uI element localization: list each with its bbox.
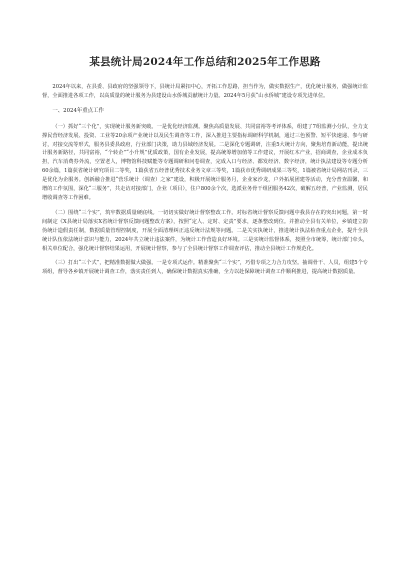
section-heading: 一、2024年重点工作	[52, 107, 104, 114]
body-paragraph-2: （二）围绕“三个实”，筑牢数据质量硬底线。一切切实做好统计督察整改工作。对标省统计督察反馈问题中我县存在的突出问题，第一时间制定《X县统计局落实X省统计督察反馈问题整改方案》，按照“定人、定时、定责”要求，逐条整改到位。并推动全县有关单位，乡镇建立防伪统计造假责任制，数据质量管理控制度，开展全面清理纠正违反统计法规等问题。二是关实执统计，推进统计执法检查重点企业，提升全县统计队伍依法统计意识与能力，2024年共立统计违法案件，为统计工作营造良好环境。三是实统计监督体系，按照全市统筹，统计部门牵头，相关单位配合，强化统计督察结果运用，开展统计督察，参与了全县统计督察工作调查评估，推动全县统计工作规范化。	[42, 209, 368, 252]
document-title: 某县统计局2024年工作总结和2025年工作思路	[89, 56, 321, 68]
intro-paragraph: 2024年以来，在县委、县政府的坚强领导下，县统计局紧扣中心，开拓工作思路，担当作为，做实数据生产，优化统计服务，做强统计监督，全面推进各项工作，以高质量的统计服务为县建设山水侨城贡献统计力量。2024年5月获“山水侨城”建设专项先进单位。	[42, 84, 368, 99]
body-paragraph-3: （三）打出“三个式”，把精准数据做大做强。一是专项式运作。精准聚焦“三个实”，巧借专项之力合力攻坚。抽调骨干、人员，组建5个专项组，督导各乡镇开展统计调查工作，落实责任到人，确保统计数据真实准确，全力以赴保障统计调查工作顺利推进，提高统计数据质量。	[42, 260, 368, 276]
body-paragraph-1: （一）抓好“三个化”，实现统计服务新突破。一是优化经济监测。聚焦高质量发展、共同富裕等考评体系，组建了7组监测小分队，全力支撑民营经济发展、投资、工业等20余项产业统计以及民生调查等工作，深入推进主要指标调研科学机制，通过三色预警、短平快速递、参与研讨，对接交流等形式，服务县委县政府，行业部门决策，助力县域经济发展。二是深化专题调研，注重5大统计方向，聚焦培育新动能，提出统计服务新路径，共同富裕，“个转企”“小升规”优质政策，国有企业发展，提高统筹增加值等工作建议，开展红木产业，招商调查，企业成本负担，汽车消费券外流，空置老人，博物馆科技赋能等专题调研和问卷调查，完成入口与经济、都发经济、数字经济，统计执法建设等专题分析60余篇，1篇获省统计研究项目二等奖，1篇获省五经普优秀技术业务文章三等奖，1篇获市优秀调研成果三等奖，1篇被省统计局网站刊录，三是优化为企服务。创新融合推进“营乐统计（调查）之家”建设，积极开展统计服务月，企业家沙龙，户外拓展团建等活动，充分普查温馨，和增的工作氛围，深化“三服务”，共走访对接部门，企业（项目），住户800余个次，选派业务骨干组团服务42次，破解五经普，产业监测，居民增收调查等工作困难。	[42, 123, 368, 201]
